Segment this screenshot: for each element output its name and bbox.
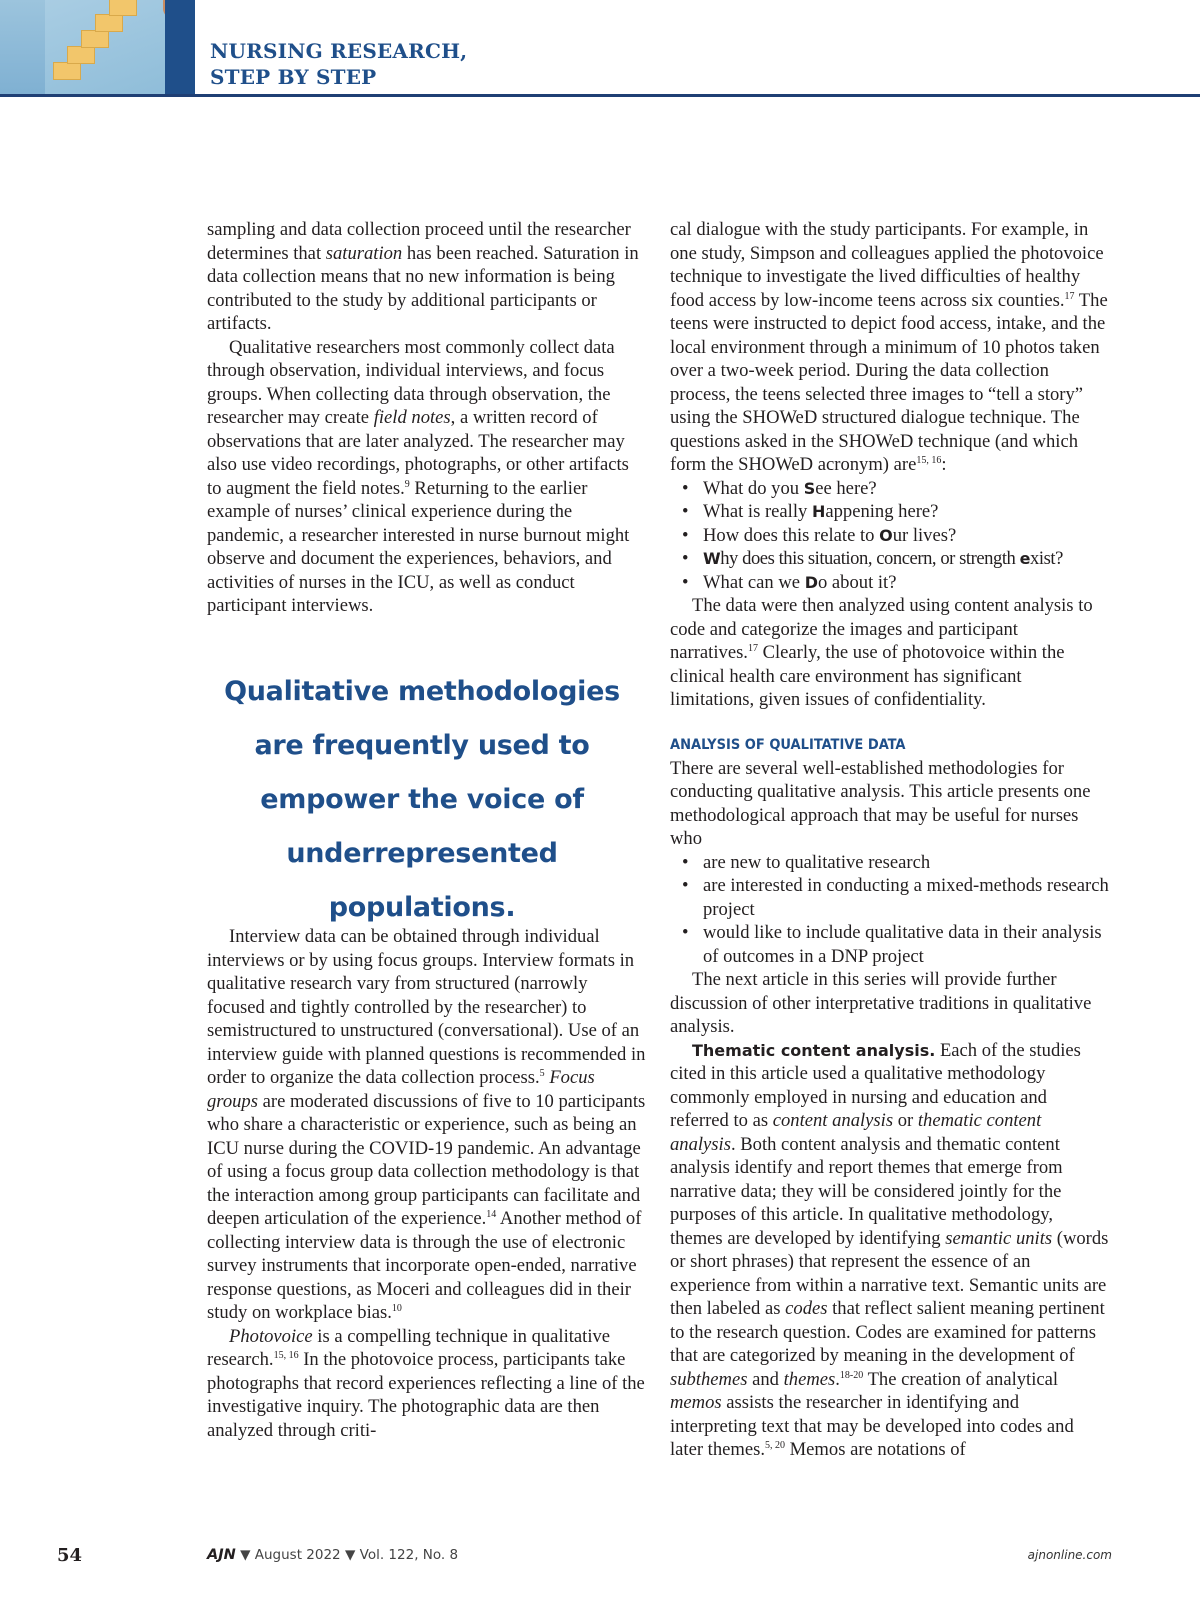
text: sampling and data collection proceed until the researcher determines that <box>207 219 631 264</box>
list-item <box>682 921 1110 968</box>
text: (words or short phrases) that represent the essence of an experience from within a narrative text. Semantic units are then labeled as <box>670 1227 1109 1319</box>
text: How does this relate to <box>703 524 880 546</box>
text-italic: saturation <box>325 242 403 264</box>
text: ur lives? <box>892 524 957 546</box>
text-italic: semantic units <box>945 1227 1053 1249</box>
text-italic: Photovoice <box>229 1325 313 1347</box>
citation: 9 <box>404 478 410 490</box>
acronym-letter: W <box>703 549 721 568</box>
block-step <box>95 14 123 32</box>
acronym-letter: D <box>804 572 818 592</box>
paragraph: There are several well-established methodologies for conducting qualitative analysis. This article presents one methodological approach that may be useful for nurses who <box>670 757 1091 849</box>
text: Memos are notations of <box>785 1439 966 1460</box>
text: has been reached. Saturation in data collection means that no new information is being contributed to the study by additional participants or artifacts. <box>207 242 639 334</box>
section-title <box>210 38 467 90</box>
text: is a compelling technique in qualitative research. <box>207 1325 611 1370</box>
run-in-heading: Thematic content analysis. <box>692 1040 936 1060</box>
block-step <box>53 62 81 80</box>
text: What is really <box>703 501 812 522</box>
citation: 5 <box>539 1067 545 1079</box>
text-italic: themes <box>783 1368 836 1390</box>
text: hy does this situation, concern, or strength <box>720 548 1020 569</box>
section-title-line1: NURSING RESEARCH, <box>210 39 468 63</box>
list-item <box>682 874 1110 921</box>
text: What can we <box>703 571 805 593</box>
text: The data were then analyzed using content analysis to code and categorize the images and participant narratives. <box>670 595 1093 663</box>
list-item <box>682 571 1110 595</box>
paragraph <box>670 218 1110 477</box>
volume-info: Vol. 122, No. 8 <box>359 1547 459 1563</box>
paragraph <box>207 1325 647 1443</box>
showed-list <box>670 477 1110 595</box>
journal-info <box>207 1547 458 1563</box>
text: are moderated discussions of five to 10 participants who share a characteristic or experience, such as being an ICU nurse during the COVID-19 pandemic. An advantage of using a focus group data collection methodology is that the interaction among group participants can facilitate and deepen articulation of the experience. <box>207 1090 646 1229</box>
text-italic: field notes <box>373 407 451 428</box>
list-item <box>682 851 1110 875</box>
text: or <box>893 1110 918 1131</box>
subheading: ANALYSIS OF QUALITATIVE DATA <box>670 736 906 753</box>
block-step <box>67 46 95 64</box>
bullet-icon: • <box>682 501 689 522</box>
text: . <box>835 1368 840 1390</box>
journal-name: AJN <box>207 1547 236 1563</box>
text-italic: content analysis <box>772 1110 894 1131</box>
header-band <box>0 0 1200 95</box>
bullet-icon: • <box>682 851 689 873</box>
header-rule <box>0 94 1200 97</box>
text: Clearly, the use of photovoice within the clinical health care environment has significant limitations, given issues of confidentiality. <box>670 642 1065 710</box>
text: ee here? <box>815 477 877 499</box>
acronym-letter: S <box>803 478 816 498</box>
block-step <box>109 0 137 16</box>
citation: 5, 20 <box>765 1439 785 1451</box>
text-italic: codes <box>785 1298 828 1319</box>
bullet-icon: • <box>682 571 689 593</box>
pull-quote-line: empower the voice of <box>260 784 584 815</box>
bullet-icon: • <box>682 875 689 896</box>
separator-icon: ▼ <box>344 1547 356 1563</box>
text: would like to include qualitative data in their analysis of outcomes in a DNP project <box>703 922 1102 967</box>
pull-quote-line: Qualitative methodologies <box>224 676 620 707</box>
audience-list <box>670 851 1110 969</box>
text: Returning to the earlier example of nurses’ clinical experience during the pandemic, a researcher interested in nurse burnout might observe and document the experiences, behaviors, and activities of nurses in the ICU, as well as conduct participant interviews. <box>207 477 630 616</box>
text: , a written record of observations that are later analyzed. The researcher may also use video recordings, photographs, or other artifacts to augment the field notes. <box>207 407 629 499</box>
section-title-line2: STEP BY STEP <box>210 65 377 89</box>
acronym-letter: H <box>811 502 826 521</box>
citation: 17 <box>1064 290 1075 302</box>
text: What do you <box>703 477 804 499</box>
text: . Both content analysis and thematic content analysis identify and report themes that emerge from narrative data; they will be considered jointly for the purposes of this article. In qualitative methodology, themes are developed by identifying <box>670 1133 1063 1249</box>
header-sidebar <box>165 0 195 95</box>
text: o about it? <box>817 571 897 593</box>
pull-quote-line: underrepresented populations. <box>286 838 558 923</box>
text: The teens were instructed to depict food access, intake, and the local environment through a minimum of 10 photos taken over a two-week period. During the data collection process, the teens selected three images to “tell a story” using the SHOWeD structured dialogue technique. The questions asked in the SHOWeD technique (and which form the SHOWeD acronym) are <box>670 289 1108 475</box>
paragraph <box>670 1039 1110 1462</box>
left-column-bottom <box>207 925 647 1442</box>
text-italic: Focus groups <box>207 1067 595 1112</box>
text-italic: thematic content analysis <box>670 1110 1042 1155</box>
text: : <box>941 454 947 475</box>
text: appening here? <box>825 501 939 522</box>
citation: 18-20 <box>839 1369 864 1381</box>
text: that reflect salient meaning pertinent to the research question. Codes are examined for patterns that are categorized by meaning in the development of <box>670 1298 1105 1366</box>
text: In the photovoice process, participants take photographs that record experiences reflecting a line of the investigative inquiry. The photographic data are then analyzed through criti- <box>207 1349 645 1441</box>
paragraph: The next article in this series will provide further discussion of other interpretative traditions in qualitative analysis. <box>670 969 1092 1037</box>
citation: 15, 16 <box>916 454 942 466</box>
text: The creation of analytical <box>863 1368 1059 1390</box>
text: Interview data can be obtained through individual interviews or by using focus groups. Interview formats in qualitative research vary from structured (narrowly focused and tightly controlled by the researcher) to semistructured to unstructured (conversational). Use of an interview guide with planned questions is recommended in order to organize the data collection process. <box>207 926 646 1088</box>
citation: 14 <box>486 1208 497 1220</box>
text-italic: subthemes <box>670 1368 748 1390</box>
right-column <box>670 218 1110 1462</box>
left-column-top <box>207 218 647 618</box>
bullet-icon: • <box>682 524 689 546</box>
paragraph <box>670 594 1110 712</box>
pull-quote-line: are frequently used to <box>254 730 590 761</box>
pull-quote <box>207 665 637 935</box>
citation: 10 <box>391 1302 402 1314</box>
separator-icon: ▼ <box>240 1547 251 1563</box>
text: and <box>747 1368 784 1390</box>
citation: 15, 16 <box>273 1349 299 1361</box>
issue-date: August 2022 <box>254 1547 341 1563</box>
list-item <box>682 500 1110 524</box>
site-link[interactable]: ajnonline.com <box>1027 1548 1112 1562</box>
text: Qualitative researchers most commonly collect data through observation, individual interviews, and focus groups. When collecting data through observation, the researcher may create <box>207 336 615 428</box>
bullet-icon: • <box>682 922 689 943</box>
text: xist? <box>1030 548 1063 569</box>
text: assists the researcher in identifying and interpreting text that may be developed into codes and later themes. <box>670 1392 1074 1460</box>
text: are new to qualitative research <box>703 851 931 873</box>
paragraph <box>207 218 647 336</box>
list-item <box>682 477 1110 501</box>
paragraph <box>207 925 647 1325</box>
steps-photo <box>45 0 165 95</box>
paragraph <box>207 336 647 618</box>
text-italic: memos <box>670 1392 722 1413</box>
text: are interested in conducting a mixed-methods research project <box>703 875 1109 920</box>
header-image <box>0 0 195 95</box>
block-step <box>81 30 109 48</box>
page-number: 54 <box>57 1545 83 1566</box>
bullet-icon: • <box>682 477 689 499</box>
list-item <box>682 524 1110 548</box>
text: Each of the studies cited in this article used a qualitative methodology commonly employed in nursing and education and referred to as <box>670 1039 1081 1131</box>
list-item <box>682 547 1110 571</box>
acronym-letter: e <box>1019 549 1031 568</box>
acronym-letter: O <box>879 525 893 545</box>
bullet-icon: • <box>682 548 689 569</box>
page-footer <box>0 1545 1200 1569</box>
text: Another method of collecting interview data is through the use of electronic survey instruments that incorporate open-ended, narrative response questions, as Moceri and colleagues did in their study on workplace bias. <box>207 1208 642 1323</box>
citation: 17 <box>747 642 758 654</box>
text: cal dialogue with the study participants. For example, in one study, Simpson and colleagues applied the photovoice technique to investigate the lived difficulties of healthy food access by low-income teens across six counties. <box>670 219 1104 311</box>
